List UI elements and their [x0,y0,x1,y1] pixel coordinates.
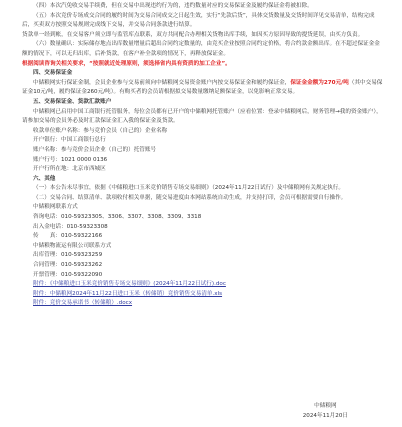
account-info [22,127,384,175]
contact-block [22,203,384,280]
attachments [22,280,384,309]
margin-amount: 保证金金额为270元/吨 [290,79,349,86]
signature-org: 中储粮网 [314,403,337,409]
account-bank: 开户银行：中国工商银行总行 [33,137,106,144]
section-5-title: 五、交易保证金、货款汇款账户 [33,98,112,105]
clause-5b: 货款单一经到帐，在交易客户须立即与监管库点联系，双方共同配合办理相关货物出库手续，如因买方原因导致的提货延误，由买方负责。 [22,31,364,38]
attachment-link-list[interactable]: 附件：中储粮网2024年11月22日进口玉米（转储销）竞价销售交易清单.xls [33,290,223,297]
logistics-outbound: 出库管理：010-59323259 [33,252,103,259]
attachment-link-commitment[interactable]: 附件：竞价交易承诺书（转储粮）.docx [33,300,133,307]
section-6-item-2: （二）交易合同、结算清单、款项收付相关单据，随交易进度由本网站系统自动生成，并支持打印，会员可根据需要自行操作。 [33,194,347,201]
clause-4: （四）本次汽免收交易手续费，但在交易中出现违约行为的，违约数量对应的交易保证金及履约保证金将被扣除。 [33,3,313,9]
contact-fax: 传 真：010-59322166 [33,233,103,240]
section-4-body-a: 中储粮网实行保证金制，会员企业参与交易前须向中储粮网交易资金账户内按交易保证金和履约保证金， [33,79,291,86]
section-4-body [22,79,384,98]
contact-title: 中储粮网联系方式 [33,204,78,211]
logistics-title: 中储粮物流运有限公司联系方式 [33,242,112,249]
account-name: 账户名称：参与竞价会员企业（自己的）托管账号 [33,146,157,153]
contact-phone: 咨询电话：010-59323305、3306、3307、3308、3309、3318 [33,214,202,221]
clause-5: （五）本次竞价专场成交合同的履约时间为交易合同成交之日起生效，实行“先款后货”，具体交货数量及交货时间详见交易清单，结构完成后，买卖双方按照交易规则完成线下交易，并交易合同条款进行结算。 [22,12,375,29]
signature-date: 2024年11月20日 [302,412,348,419]
section-5-body: 中储粮网已启用中国工商银行托管服务，每位会员都有已开户的中储粮网托管账户（应看位置：登录中储粮网后，财务管理→我的资金账户），请参加交易的会员务必及时汇款保证金汇入我的保证金及货款。 [22,108,382,125]
section-4-title: 四、交易保证金 [33,70,73,77]
clause-6-quantity: （六）数量确认：实际储存地点出库数量增量后超出合同约定数量的，由竞买企业按照合同约定价格，将合约款金额出库。在不超过保证金金额的情况下，可以无归出库，后补货款，在客户补全款项的情况下，再释放保证金。 [22,41,380,57]
section-6-item-1: （一）本公告未尽事宜，依据《中储粮进口玉米竞价销售专场交易细则》（2024年11月22日试行）及中储粮网有关规定执行。 [33,185,344,192]
section-4-body-b: （其中交易保证金10元/吨，履约保证金260元/吨）。有购买者的会员请根据拟交易数量缴纳足额保证金，以免影响正常交易。 [22,79,383,96]
section-6-title: 六、其他 [33,175,56,182]
account-location: 开户行所在地：北京市西城区 [33,166,106,173]
logistics-contract: 合同管理：010-59323262 [33,262,103,269]
clause-6-red-notice: 根据阅读咨询关相关要求，“按照就近处理原则，须选择省内具有资质的加工企业”。 [22,60,231,67]
signature [303,402,348,421]
logistics-invoice: 开票管理：010-59322090 [33,271,103,278]
account-number: 账户行号：1021 0000 0136 [33,156,108,163]
account-holder: 收款单位账户名称：参与竞价会员（自己的）企业名称 [33,127,168,134]
attachment-link-rules[interactable]: 附件：《中储粮进口玉米竞价销售专场交易细则》(2024年11月22日试行).doc [33,281,226,288]
contact-finance-phone: 出入金电话：010-59323308 [33,223,108,230]
